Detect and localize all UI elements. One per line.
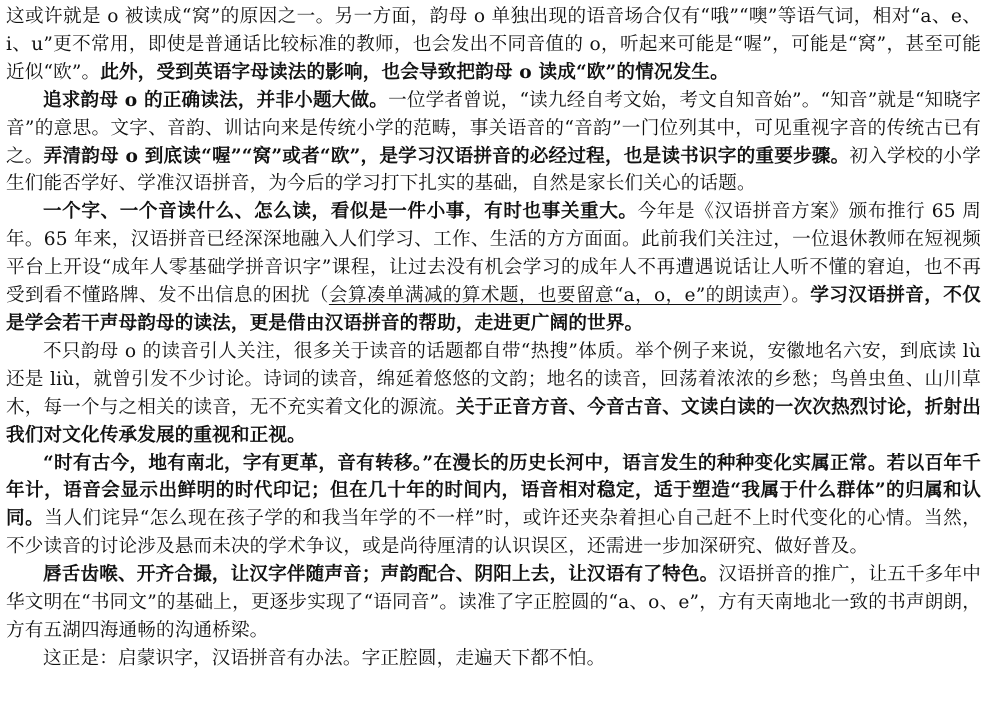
paragraph (6, 3, 981, 87)
paragraph-emphasis-text: 学习汉语拼音，不仅是学会若干声母韵母的读法，更是借由汉语拼音的帮助，走进更广阔的世界。 (6, 285, 981, 334)
paragraph (6, 198, 981, 338)
paragraph-emphasis-text: 弄清韵母 o 到底读“喔”“窝”或者“欧”，是学习汉语拼音的必经过程，也是读书识字的重要步骤。 (43, 145, 850, 167)
paragraph-text: 当人们诧异“怎么现在孩子学的和我当年学的不一样”时，或许还夹杂着担心自己赶不上时代变化的心情。当然，不少读音的讨论涉及悬而未决的学术争议，或是尚待厘清的认识误区，还需进一步加深研究、做好普及。 (6, 508, 981, 558)
paragraph-emphasis-text: 关于正音方音、今音古音、文读白读的一次次热烈讨论，折射出我们对文化传承发展的重视和正视。 (6, 396, 981, 446)
paragraph-emphasis-text: 一个字、一个音读什么、怎么读，看似是一件小事，有时也事关重大。 (43, 201, 638, 223)
paragraph-text: 初入学校的小学生们能否学好、学准汉语拼音，为今后的学习打下扎实的基础，自然是家长们关心的话题。 (6, 145, 981, 195)
paragraph-emphasis-text: 追求韵母 o 的正确读法，并非小题大做。 (43, 89, 389, 111)
article-body (6, 3, 981, 673)
paragraph-text: 一位学者曾说，“读九经自考文始，考文自知音始”。“知音”就是“知晓字音”的意思。文字、音韵、训诂向来是传统小学的范畴，事关语音的“音韵”一门位列其中，可见重视字音的传统古已有之。 (6, 89, 981, 167)
paragraph (6, 645, 981, 673)
paragraph-text: 这正是：启蒙识字，汉语拼音有办法。字正腔圆，走遍天下都不怕。 (43, 647, 606, 669)
paragraph-emphasis-text: 唇舌齿喉、开齐合撮，让汉字伴随声音；声韵配合、阴阳上去，让汉语有了特色。 (43, 564, 719, 586)
paragraph-emphasis-text: “时有古今，地有南北，字有更革，音有转移。”在漫长的历史长河中，语言发生的种种变化实属正常。若以百年千年计，语音会显示出鲜明的时代印记；但在几十年的时间内，语音相对稳定，适于塑造“我属于什么群体”的归属和认同。 (6, 452, 981, 530)
paragraph-text: ）。 (781, 285, 811, 307)
paragraph-text: 汉语拼音的推广，让五千多年中华文明在“书同文”的基础上，更逐步实现了“语同音”。读准了字正腔圆的“a、o、e”，方有天南地北一致的书声朗朗，方有五湖四海通畅的沟通桥梁。 (6, 564, 981, 641)
paragraph-text: 这或许就是 o 被读成“窝”的原因之一。另一方面，韵母 o 单独出现的语音场合仅有“哦”“噢”等语气词，相对“a、e、i、u”更不常用，即使是普通话比较标准的教师，也会发出不同音值的 o，听起来可能是“喔”，可能是“窝”，甚至可能近似“欧”。 (6, 6, 981, 83)
paragraph-emphasis-text: 此外，受到英语字母读法的影响，也会导致把韵母 o 读成“欧”的情况发生。 (100, 61, 729, 83)
paragraph (6, 450, 981, 562)
paragraph-text: 今年是《汉语拼音方案》颁布推行 65 周年。65 年来，汉语拼音已经深深地融入人们学习、工作、生活的方方面面。此前我们关注过，一位退休教师在短视频平台上开设“成年人零基础学拼音识字”课程，让过去没有机会学习的成年人不再遭遇说话让人听不懂的窘迫，也不再受到看不懂路牌、发不出信息的困扰（ (6, 201, 981, 307)
paragraph (6, 87, 981, 199)
paragraph (6, 338, 981, 450)
underlined-text: 会算凑单满减的算术题，也要留意“a，o，e”的朗读声 (328, 285, 782, 307)
paragraph (6, 561, 981, 645)
paragraph-text: 不只韵母 o 的读音引人关注，很多关于读音的话题都自带“热搜”体质。举个例子来说，安徽地名六安，到底读 lù还是 liù，就曾引发不少讨论。诗词的读音，绵延着悠悠的文韵；地名的读音，回荡着浓浓的乡愁；鸟兽虫鱼、山川草木，每一个与之相关的读音，无不充实着文化的源流。 (6, 340, 981, 418)
